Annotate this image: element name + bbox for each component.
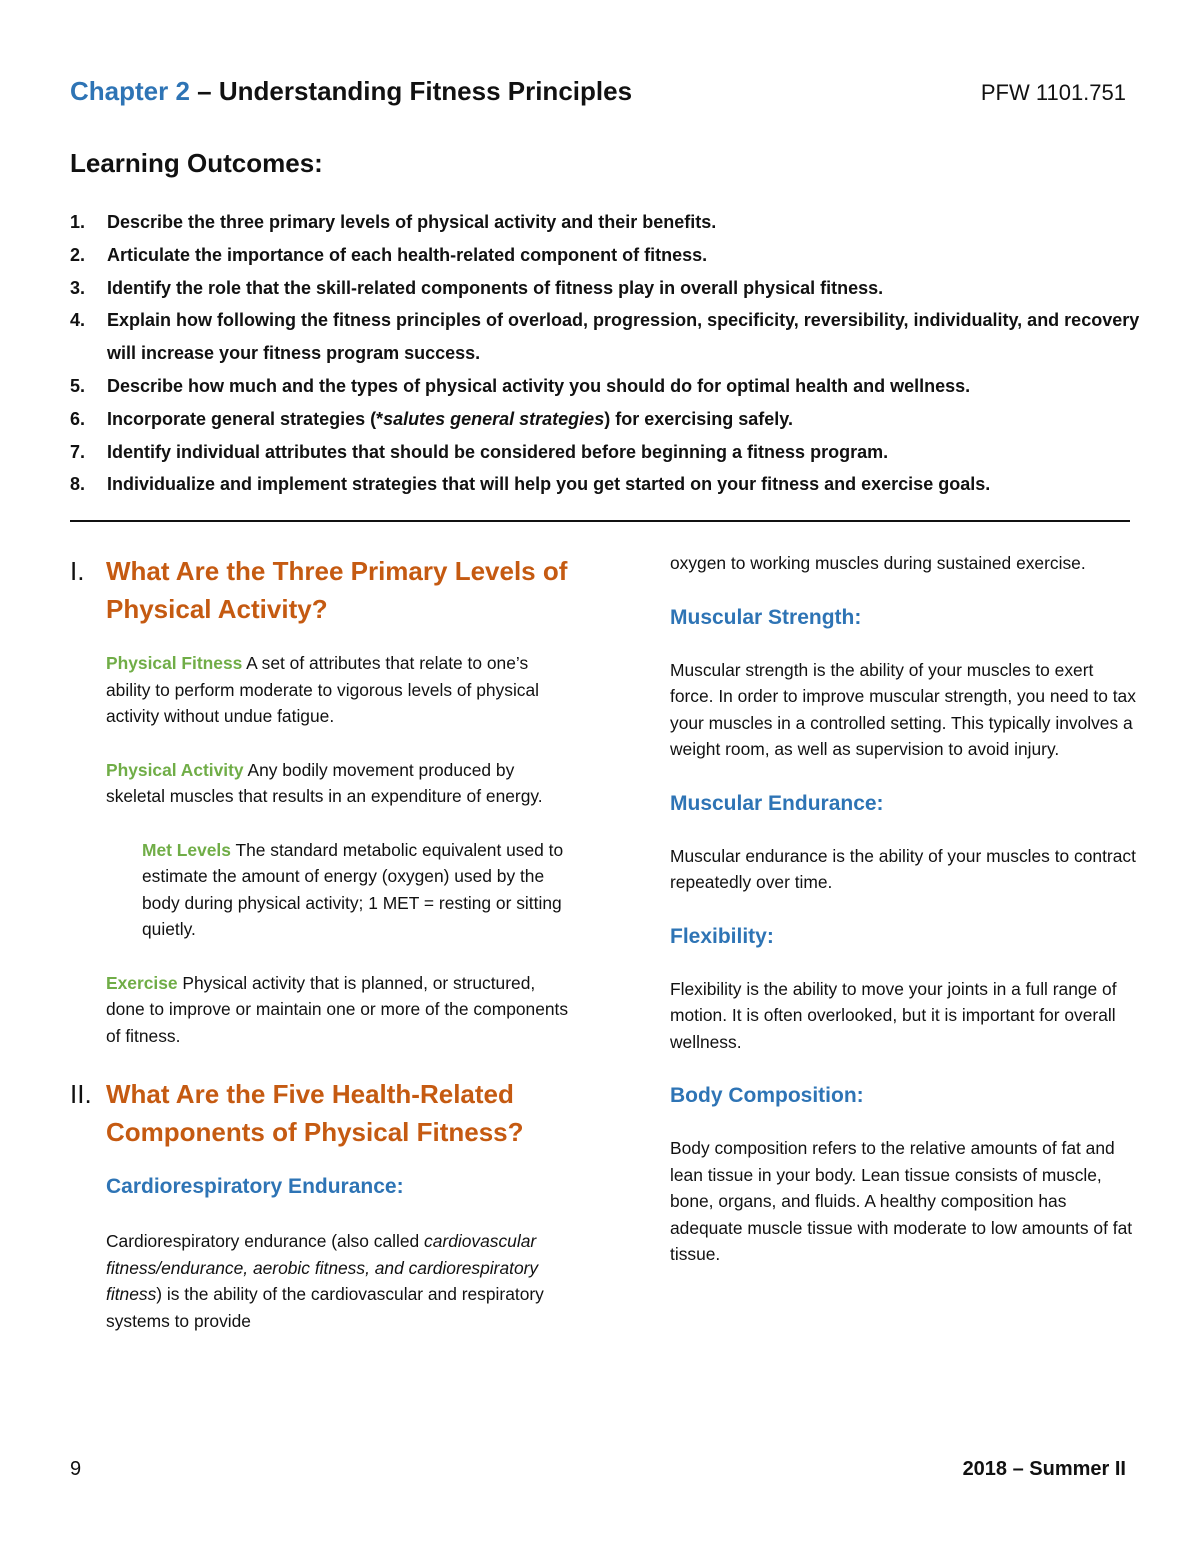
right-column (670, 550, 1140, 1268)
definition-physical-fitness (106, 650, 570, 730)
section-1-title: What Are the Three Primary Levels of Physical Activity? (106, 556, 568, 624)
term-met-levels: Met Levels (142, 839, 231, 860)
outcome-item (70, 468, 1140, 501)
outcome-item (70, 206, 1140, 239)
outcome-item (70, 403, 1140, 436)
cardio-text-after: ) is the ability of the cardiovascular and respiratory systems to provide (106, 1284, 544, 1331)
cardio-text-italic: cardiovascular fitness/endurance, aerobic fitness, and cardiorespiratory fitness (106, 1231, 539, 1304)
left-column (70, 552, 570, 1334)
definition-exercise (106, 970, 570, 1050)
muscular-strength-text: Muscular strength is the ability of your muscles to exert force. In order to improve muscular strength, you need to tax your muscles in a controlled setting. This typically involves a weight room, as well as supervision to avoid injury. (670, 659, 1136, 759)
outcome-text-italic: salutes general strategies (383, 408, 605, 429)
page-number: 9 (70, 1458, 82, 1480)
learning-outcomes-heading: Learning Outcomes: (70, 148, 323, 178)
outcome-text: Articulate the importance of each health-related component of fitness. (107, 244, 708, 265)
outcome-text: Describe how much and the types of physical activity you should do for optimal health and wellness. (107, 375, 971, 396)
section-1-heading (70, 552, 570, 628)
term-physical-activity: Physical Activity (106, 759, 244, 780)
outcome-number: 8. (70, 474, 86, 495)
outcome-number: 7. (70, 441, 86, 462)
flexibility-text: Flexibility is the ability to move your joints in a full range of motion. It is often overlooked, but it is important for overall wellness. (670, 978, 1117, 1052)
cardio-text-before: Cardiorespiratory endurance (also called (106, 1231, 425, 1251)
chapter-label: Chapter 2 (70, 76, 190, 106)
outcome-text-after: ) for exercising safely. (604, 408, 793, 429)
divider-rule (70, 520, 1130, 522)
definition-text: Any bodily movement produced by skeletal muscles that results in an expenditure of energy. (106, 759, 543, 806)
outcome-text: Explain how following the fitness principles of overload, progression, specificity, reversibility, individuality, and recovery will increase your fitness program success. (107, 310, 1140, 364)
footer-term: 2018 – Summer II (962, 1458, 1126, 1480)
section-2-numeral: II. (70, 1079, 92, 1109)
outcome-item (70, 370, 1140, 403)
learning-outcomes-list (70, 206, 1140, 501)
outcome-number: 1. (70, 212, 86, 232)
muscular-endurance-heading: Muscular Endurance: (670, 791, 884, 815)
cardio-heading: Cardiorespiratory Endurance: (106, 1175, 404, 1198)
definition-text: Physical activity that is planned, or structured, done to improve or maintain one or more of the components of fitness. (106, 972, 569, 1046)
cardio-text (106, 1228, 570, 1334)
cardio-text-continued: oxygen to working muscles during sustained exercise. (670, 553, 1086, 573)
course-code: PFW 1101.751 (980, 80, 1126, 105)
muscular-endurance-text: Muscular endurance is the ability of your muscles to contract repeatedly over time. (670, 845, 1136, 892)
chapter-title (70, 76, 632, 107)
section-2-heading (70, 1075, 570, 1151)
definition-physical-activity (106, 757, 570, 810)
section-1-numeral: I. (70, 556, 85, 586)
chapter-title-text: – Understanding Fitness Principles (189, 76, 633, 106)
outcome-text: Identify the role that the skill-related components of fitness play in overall physical fitness. (107, 277, 884, 298)
outcome-text: Identify individual attributes that should be considered before beginning a fitness program. (107, 441, 889, 462)
outcome-text: Describe the three primary levels of physical activity and their benefits. (107, 212, 717, 232)
outcome-item (70, 436, 1140, 469)
term-physical-fitness: Physical Fitness (106, 653, 243, 673)
definition-text: A set of attributes that relate to one’s ability to perform moderate to vigorous levels of physical activity without undue fatigue. (106, 653, 540, 726)
outcome-item (70, 272, 1140, 305)
term-exercise: Exercise (106, 972, 178, 993)
definition-met-levels (142, 837, 564, 943)
outcome-number: 6. (70, 408, 86, 429)
outcome-item (70, 304, 1140, 370)
body-composition-heading: Body Composition: (670, 1084, 864, 1107)
outcome-number: 4. (70, 310, 86, 331)
outcome-number: 5. (70, 375, 86, 396)
outcome-number: 2. (70, 244, 86, 265)
muscular-strength-heading: Muscular Strength: (670, 605, 862, 629)
outcome-text: Individualize and implement strategies that will help you get started on your fitness and exercise goals. (107, 474, 991, 495)
definition-text: The standard metabolic equivalent used to estimate the amount of energy (oxygen) used by the body during physical activity; 1 MET = resting or sitting quietly. (142, 839, 564, 939)
outcome-item (70, 239, 1140, 272)
body-composition-text: Body composition refers to the relative amounts of fat and lean tissue in your body. Lean tissue consists of muscle, bone, organs, and fluids. A healthy composition has adequate muscle tissue with moderate to low amounts of fat tissue. (670, 1138, 1133, 1264)
flexibility-heading: Flexibility: (670, 924, 774, 948)
outcome-text-before: Incorporate general strategies (* (107, 408, 384, 429)
outcome-number: 3. (70, 277, 86, 298)
section-2-title: What Are the Five Health-Related Components of Physical Fitness? (106, 1079, 524, 1147)
